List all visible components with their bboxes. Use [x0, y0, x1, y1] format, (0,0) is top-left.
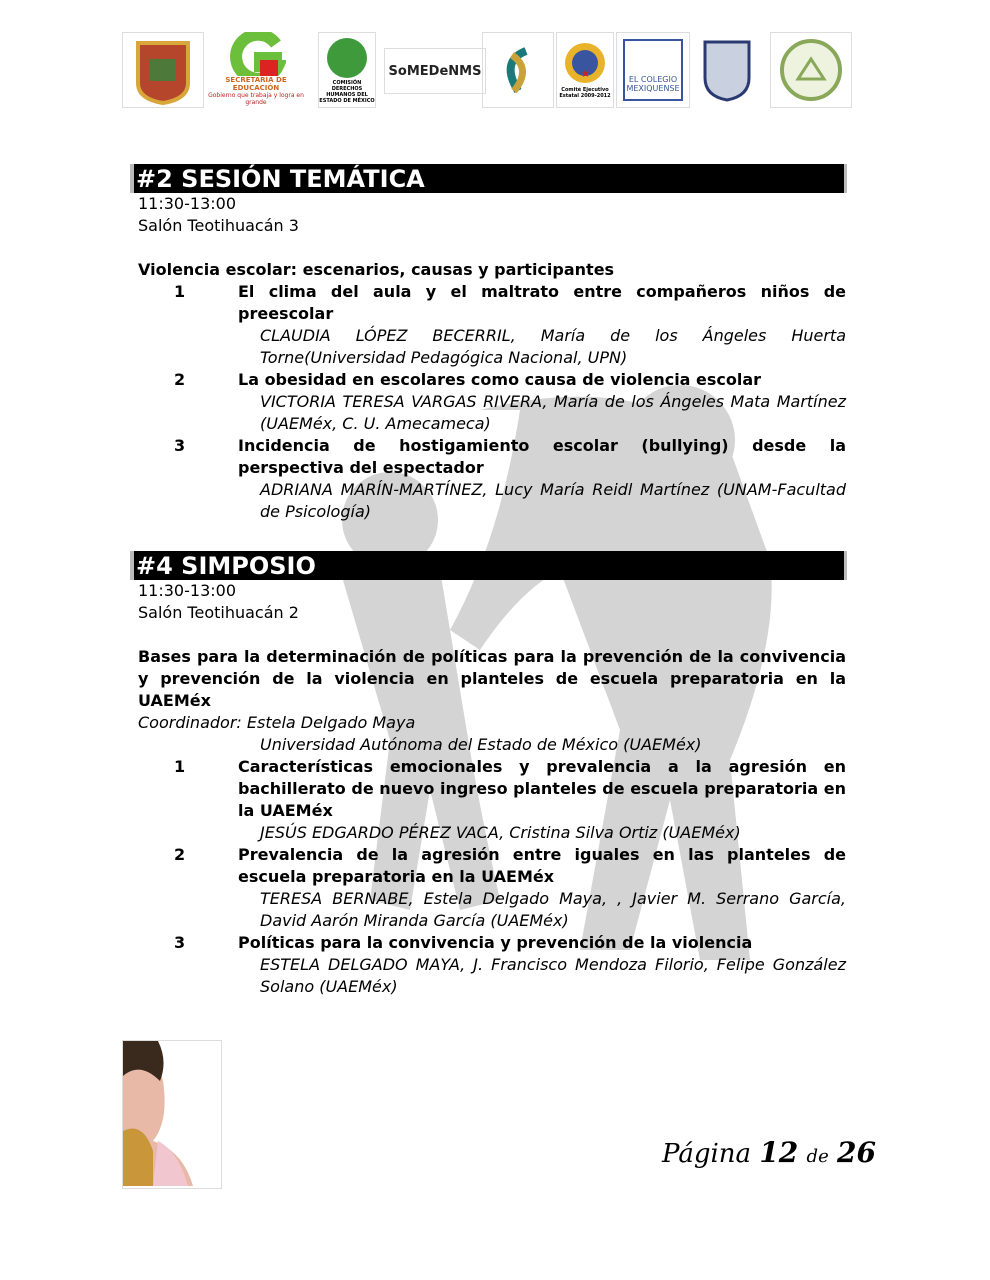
- list-item: 2 Prevalencia de la agresión entre iguales en las planteles de escuela preparatoria en la UAEMéx TERESA BERNABE, Estela Delgado Maya, , Javier M. Serrano García, David Aarón Miranda García (UAEMéx): [174, 845, 846, 930]
- session-title: Bases para la determinación de políticas para la prevención de la convivencia y prevención de la violencia en planteles de escuela preparatoria en la UAEMéx: [138, 647, 846, 710]
- list-item: 3 Incidencia de hostigamiento escolar (bullying) desde la perspectiva del espectador ADRIANA MARÍN-MARTÍNEZ, Lucy María Reidl Martínez (UNAM-Facultad de Psicología): [174, 436, 846, 521]
- session-title: Violencia escolar: escenarios, causas y participantes: [138, 260, 615, 279]
- comite-ejecutivo-estatal-logo: Comité Ejecutivo Estatal 2009-2012: [556, 32, 614, 108]
- uaemex-logo: [770, 32, 852, 108]
- section-sesion-tematica: [138, 164, 846, 523]
- paper-authors: TERESA BERNABE, Estela Delgado Maya, , Javier M. Serrano García, David Aarón Miranda García (UAEMéx): [260, 889, 846, 930]
- section-heading: #4 SIMPOSIO: [130, 551, 847, 580]
- session-room: Salón Teotihuacán 3: [138, 216, 299, 235]
- el-colegio-mexiquense-logo: EL COLEGIO MEXIQUENSE: [616, 32, 690, 108]
- session-time: 11:30-13:00: [138, 194, 236, 213]
- paper-title: Políticas para la convivencia y prevención de la violencia: [238, 933, 753, 952]
- session-time: 11:30-13:00: [138, 581, 236, 600]
- paper-title: El clima del aula y el maltrato entre compañeros niños de preescolar: [238, 282, 846, 323]
- paper-title: Características emocionales y prevalencia a la agresión en bachillerato de nuevo ingreso planteles de escuela preparatoria en la UAEMéx: [238, 757, 846, 820]
- page-number: Página 12 de 26: [662, 1136, 876, 1169]
- paper-authors: ADRIANA MARÍN-MARTÍNEZ, Lucy María Reidl Martínez (UNAM-Facultad de Psicología): [260, 480, 846, 521]
- paper-title: Incidencia de hostigamiento escolar (bullying) desde la perspectiva del espectador: [238, 436, 846, 477]
- unam-logo: [694, 32, 760, 106]
- paper-authors: JESÚS EDGARDO PÉREZ VACA, Cristina Silva Ortiz (UAEMéx): [260, 823, 741, 842]
- paper-title: La obesidad en escolares como causa de violencia escolar: [238, 370, 762, 389]
- paper-authors: VICTORIA TERESA VARGAS RIVERA, María de los Ángeles Mata Martínez (UAEMéx, C. U. Amecameca): [260, 392, 846, 433]
- section-simposio: [138, 551, 846, 998]
- paper-title: Prevalencia de la agresión entre iguales en las planteles de escuela preparatoria en la UAEMéx: [238, 845, 846, 886]
- child-photo: [122, 1040, 222, 1189]
- paper-authors: ESTELA DELGADO MAYA, J. Francisco Mendoza Filorio, Felipe González Solano (UAEMéx): [260, 955, 846, 996]
- header-logos: [122, 32, 852, 108]
- content: [138, 164, 846, 998]
- list-item: 3 Políticas para la convivencia y prevención de la violencia ESTELA DELGADO MAYA, J. Francisco Mendoza Filorio, Felipe González Solano (UAEMéx): [174, 933, 846, 996]
- coordinator: Coordinador: Estela Delgado Maya: [138, 713, 416, 732]
- list-item: 2 La obesidad en escolares como causa de violencia escolar VICTORIA TERESA VARGAS RIVERA, María de los Ángeles Mata Martínez (UAEMéx, C. U. Amecameca): [174, 370, 846, 433]
- section-heading: #2 SESIÓN TEMÁTICA: [130, 164, 847, 193]
- list-item: 1 Características emocionales y prevalencia a la agresión en bachillerato de nuevo ingreso planteles de escuela preparatoria en la UAEMéx JESÚS EDGARDO PÉREZ VACA, Cristina Silva Ortiz (UAEMéx): [174, 757, 846, 842]
- session-room: Salón Teotihuacán 2: [138, 603, 299, 622]
- list-item: 1 El clima del aula y el maltrato entre compañeros niños de preescolar CLAUDIA LÓPEZ BECERRIL, María de los Ángeles Huerta Torne(Universidad Pedagógica Nacional, UPN): [174, 282, 846, 367]
- estado-de-mexico-coat-of-arms: [122, 32, 204, 108]
- poder-judicial-logo: [482, 32, 554, 108]
- somedenms-logo: SoMEDeNMS: [384, 48, 486, 94]
- comision-derechos-humanos-logo: COMISIÓN DERECHOS HUMANOS DEL ESTADO DE MÉXICO: [318, 32, 376, 108]
- institution: Universidad Autónoma del Estado de México (UAEMéx): [260, 735, 702, 754]
- secretaria-de-educacion-logo: SECRETARÍA DE EDUCACIÓN Gobierno que trabaja y logra en grande: [206, 32, 306, 106]
- paper-authors: CLAUDIA LÓPEZ BECERRIL, María de los Ángeles Huerta Torne(Universidad Pedagógica Nacional, UPN): [260, 326, 846, 367]
